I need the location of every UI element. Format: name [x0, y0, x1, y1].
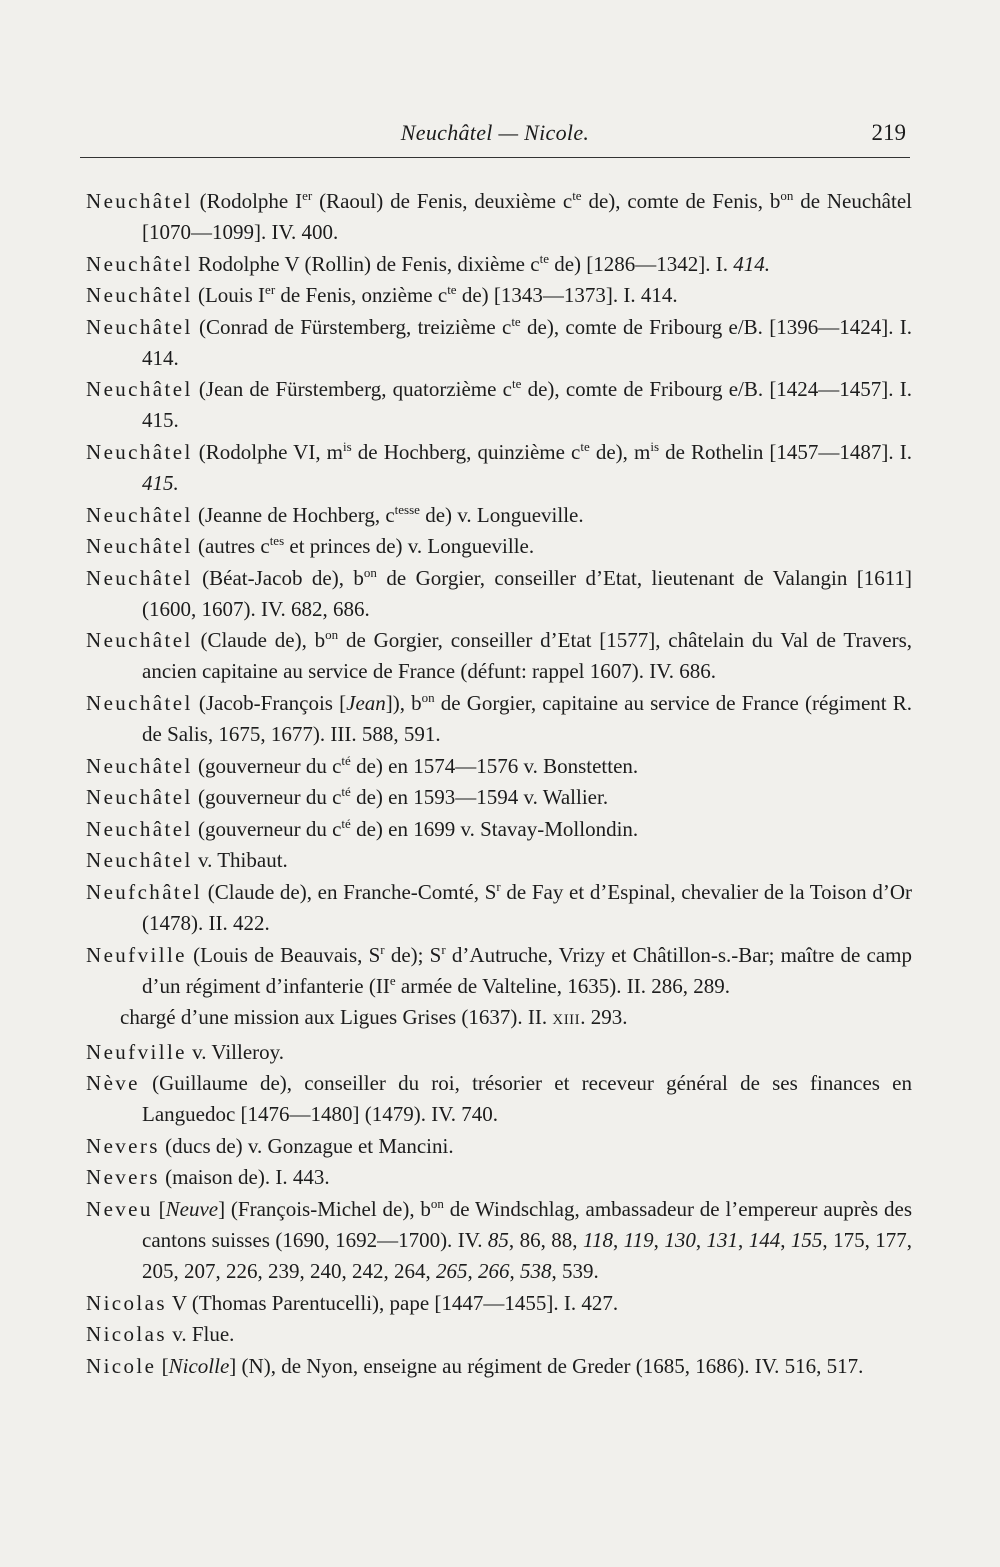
- entry-text: V (Thomas Parentucelli), pape [1447—1455]. I. 427.: [166, 1290, 619, 1315]
- index-entry: [86, 1194, 912, 1287]
- italic-text: 119: [623, 1228, 654, 1253]
- entry-text: de), comte de Fribourg e/B. [1396—1424]. I. 414.: [142, 314, 912, 370]
- entry-text: v. Villeroy.: [186, 1039, 285, 1064]
- superscript-abbreviation: e: [389, 972, 396, 988]
- superscript-abbreviation: té: [341, 784, 351, 800]
- entry-keyword: Neuchâtel: [86, 534, 193, 559]
- entry-keyword: Neufville: [86, 942, 187, 967]
- entry-text: (Rodolphe VI, m: [192, 439, 344, 464]
- running-title: Neuchâtel — Nicole.: [400, 120, 590, 145]
- entry-keyword: Nevers: [86, 1165, 160, 1190]
- index-entry: [86, 531, 912, 562]
- entry-text: ,: [780, 1228, 791, 1253]
- entry-text: , 539.: [551, 1259, 599, 1284]
- page-header: [80, 120, 910, 156]
- entry-text: (Louis I: [192, 283, 266, 308]
- entry-text: [: [152, 1197, 166, 1222]
- superscript-abbreviation: te: [511, 376, 522, 392]
- index-entry: [86, 1288, 912, 1319]
- entry-text: ,: [467, 1259, 478, 1284]
- entry-keyword: Neuchâtel: [86, 785, 193, 810]
- entry-keyword: Neufville: [86, 1039, 187, 1064]
- entry-keyword: Nicolas: [86, 1290, 167, 1315]
- entry-text: Rodolphe V (Rollin) de Fenis, dixième c: [192, 251, 540, 276]
- entry-keyword: Neveu: [86, 1197, 153, 1222]
- entry-keyword: Nève: [86, 1071, 140, 1096]
- index-entry: [86, 1319, 912, 1350]
- entry-text: (Claude de), en Franche-Comté, S: [202, 879, 497, 904]
- entry-keyword: Neuchâtel: [86, 314, 193, 339]
- entry-text: de Hochberg, quinzième c: [351, 439, 581, 464]
- entry-text: (Guillaume de), conseiller du roi, trésorier et receveur général de ses finances en Languedoc [1476—1480] (1479). IV. 740.: [139, 1071, 912, 1127]
- entry-text: (gouverneur du c: [192, 785, 342, 810]
- superscript-abbreviation: r: [380, 941, 385, 957]
- small-caps-text: XIII: [552, 1012, 581, 1029]
- page-number: 219: [871, 120, 906, 145]
- superscript-abbreviation: r: [496, 878, 501, 894]
- entry-text: ,: [612, 1228, 624, 1253]
- superscript-abbreviation: tes: [269, 533, 285, 549]
- entry-text: de Gorgier, capitaine au service de France (régiment R. de Salis, 1675, 1677). III. 588, 591.: [142, 690, 912, 746]
- entry-text: (ducs de) v. Gonzague et Mancini.: [159, 1133, 454, 1158]
- index-entry: [86, 1068, 912, 1130]
- entry-text: v. Thibaut.: [192, 848, 288, 873]
- entry-text: ,: [509, 1259, 520, 1284]
- superscript-abbreviation: is: [650, 438, 659, 454]
- entry-text: de), comte de Fribourg e/B. [1424—1457]. I. 415.: [142, 377, 912, 433]
- entry-text: de Rothelin [1457—1487]. I.: [659, 439, 912, 464]
- superscript-abbreviation: er: [265, 282, 276, 298]
- entry-text: (Claude de), b: [192, 628, 326, 653]
- italic-text: 415.: [142, 470, 179, 495]
- index-entry: [86, 500, 912, 531]
- entry-text: (Rodolphe I: [192, 189, 303, 213]
- entry-text: armée de Valteline, 1635). II. 286, 289.: [395, 973, 730, 998]
- entry-text: ,: [738, 1228, 749, 1253]
- italic-text: 144: [748, 1228, 781, 1253]
- entry-text: (Béat-Jacob de), b: [192, 565, 364, 590]
- superscript-abbreviation: té: [341, 752, 351, 768]
- italic-text: 131: [706, 1228, 739, 1253]
- entry-text: (Jean de Fürstemberg, quatorzième c: [192, 377, 512, 402]
- superscript-abbreviation: té: [341, 815, 351, 831]
- index-entry: [86, 688, 912, 750]
- entry-keyword: Neuchâtel: [86, 816, 193, 841]
- index-entry: [86, 1037, 912, 1068]
- index-entry: [86, 814, 912, 845]
- entry-text: ]), b: [385, 690, 422, 715]
- entry-text: ,: [653, 1228, 665, 1253]
- entry-keyword: Neuchâtel: [86, 690, 193, 715]
- entry-text: (Conrad de Fürstemberg, treizième c: [192, 314, 512, 339]
- entry-text: , 86, 88,: [508, 1228, 583, 1253]
- index-entry: [86, 1162, 912, 1193]
- index-entry: [86, 877, 912, 939]
- italic-text: 130: [664, 1228, 696, 1253]
- superscript-abbreviation: on: [363, 564, 377, 580]
- entry-text: , 175, 177, 205, 207, 226, 239, 240, 242, 264,: [142, 1228, 913, 1284]
- entry-text: (Louis de Beauvais, S: [186, 942, 381, 967]
- index-entry-continuation: [86, 1002, 912, 1036]
- superscript-abbreviation: is: [343, 438, 352, 454]
- entry-keyword: Neuchâtel: [86, 377, 193, 402]
- index-entry: [86, 437, 912, 499]
- entry-keyword: Neuchâtel: [86, 189, 193, 213]
- italic-text: 538: [520, 1259, 552, 1284]
- entry-keyword: Neuchâtel: [86, 628, 193, 653]
- superscript-abbreviation: te: [447, 282, 457, 298]
- entry-text: de Windschlag, ambassadeur de l’empereur auprès des cantons suisses (1690, 1692—1700). IV.: [142, 1197, 912, 1253]
- entry-keyword: Neuchâtel: [86, 439, 193, 464]
- entry-text: de) en 1593—1594 v. Wallier.: [350, 785, 609, 810]
- entry-keyword: Nicole: [86, 1353, 157, 1378]
- italic-text: 155: [790, 1228, 823, 1253]
- entry-keyword: Neuchâtel: [86, 848, 193, 873]
- entry-text: et princes de) v. Longueville.: [284, 534, 535, 559]
- entry-keyword: Neuchâtel: [86, 565, 193, 590]
- superscript-abbreviation: r: [441, 941, 446, 957]
- entry-keyword: Nicolas: [86, 1322, 167, 1347]
- entry-keyword: Neuchâtel: [86, 283, 193, 308]
- superscript-abbreviation: er: [302, 188, 313, 203]
- header-rule: [80, 157, 910, 158]
- entry-text: . 293.: [580, 1005, 628, 1030]
- entry-text: de) en 1574—1576 v. Bonstetten.: [350, 753, 639, 778]
- italic-text: 266: [478, 1259, 510, 1284]
- entry-text: v. Flue.: [166, 1322, 235, 1347]
- superscript-abbreviation: on: [430, 1196, 444, 1212]
- italic-text: 118: [583, 1228, 613, 1253]
- superscript-abbreviation: on: [421, 689, 435, 705]
- entry-text: de); S: [384, 942, 442, 967]
- entry-text: (autres c: [192, 534, 270, 559]
- entry-text: (Jacob-François [: [192, 690, 347, 715]
- entry-text: chargé d’une mission aux Ligues Grises (1637). II.: [120, 1005, 553, 1030]
- index-entry: [86, 1351, 912, 1382]
- entry-text: (Raoul) de Fenis, deuxième c: [312, 189, 573, 213]
- superscript-abbreviation: on: [780, 188, 794, 203]
- italic-text: Nicolle: [168, 1353, 230, 1378]
- entry-text: de Gorgier, conseiller d’Etat, lieutenant de Valangin [1611] (1600, 1607). IV. 682, 686.: [142, 565, 912, 621]
- entry-text: ] (N), de Nyon, enseigne au régiment de Greder (1685, 1686). IV. 516, 517.: [229, 1353, 864, 1378]
- entry-keyword: Neuchâtel: [86, 502, 193, 527]
- entry-text: de Neuchâtel [1070—1099]. IV. 400.: [142, 189, 912, 244]
- index-entry: [86, 1131, 912, 1162]
- italic-text: 414.: [733, 251, 771, 276]
- superscript-abbreviation: tesse: [394, 501, 420, 517]
- italic-text: 85: [487, 1228, 509, 1253]
- entry-text: de), m: [589, 439, 651, 464]
- index-entry: [86, 845, 912, 876]
- index-entry: [86, 751, 912, 782]
- entry-text: (gouverneur du c: [192, 816, 342, 841]
- entry-text: de) en 1699 v. Stavay-Mollondin.: [350, 816, 639, 841]
- index-entry: [86, 312, 912, 374]
- index-entry: [86, 782, 912, 813]
- entry-text: de) v. Longueville.: [419, 502, 584, 527]
- entry-keyword: Nevers: [86, 1133, 160, 1158]
- superscript-abbreviation: te: [539, 250, 549, 266]
- italic-text: Neuve: [165, 1197, 219, 1222]
- entry-text: de), comte de Fenis, b: [581, 189, 781, 213]
- index-entry: [86, 249, 912, 280]
- entry-text: de) [1343—1373]. I. 414.: [456, 283, 678, 308]
- superscript-abbreviation: te: [580, 438, 590, 454]
- index-entry: [86, 186, 912, 248]
- entry-keyword: Neuchâtel: [86, 251, 193, 276]
- index-entries: [86, 186, 912, 1382]
- entry-text: (gouverneur du c: [192, 753, 342, 778]
- entry-text: (maison de). I. 443.: [159, 1165, 330, 1190]
- superscript-abbreviation: te: [511, 313, 521, 329]
- index-entry: [86, 280, 912, 311]
- entry-keyword: Neuchâtel: [86, 753, 193, 778]
- entry-text: ,: [695, 1228, 707, 1253]
- italic-text: Jean: [346, 690, 386, 715]
- index-entry: [86, 374, 912, 436]
- superscript-abbreviation: te: [572, 188, 582, 203]
- index-entry: [86, 563, 912, 625]
- entry-keyword: Neufchâtel: [86, 879, 203, 904]
- entry-text: de) [1286—1342]. I.: [548, 251, 734, 276]
- superscript-abbreviation: on: [325, 627, 339, 643]
- entry-text: d’Autruche, Vrizy et Châtillon-s.-Bar; maître de camp d’un régiment d’infanterie (II: [142, 942, 912, 998]
- entry-text: de Fenis, onzième c: [275, 283, 448, 308]
- entry-text: ] (François-Michel de), b: [218, 1197, 431, 1222]
- entry-text: (Jeanne de Hochberg, c: [192, 502, 395, 527]
- entry-text: [: [156, 1353, 169, 1378]
- entry-text: de Gorgier, conseiller d’Etat [1577], châtelain du Val de Travers, ancien capitaine au service de France (défunt: rappel 1607). IV. 686.: [142, 628, 912, 684]
- index-entry: [86, 625, 912, 687]
- index-entry: [86, 940, 912, 1002]
- entry-text: de Fay et d’Espinal, chevalier de la Toison d’Or (1478). II. 422.: [142, 879, 912, 935]
- italic-text: 265: [436, 1259, 468, 1284]
